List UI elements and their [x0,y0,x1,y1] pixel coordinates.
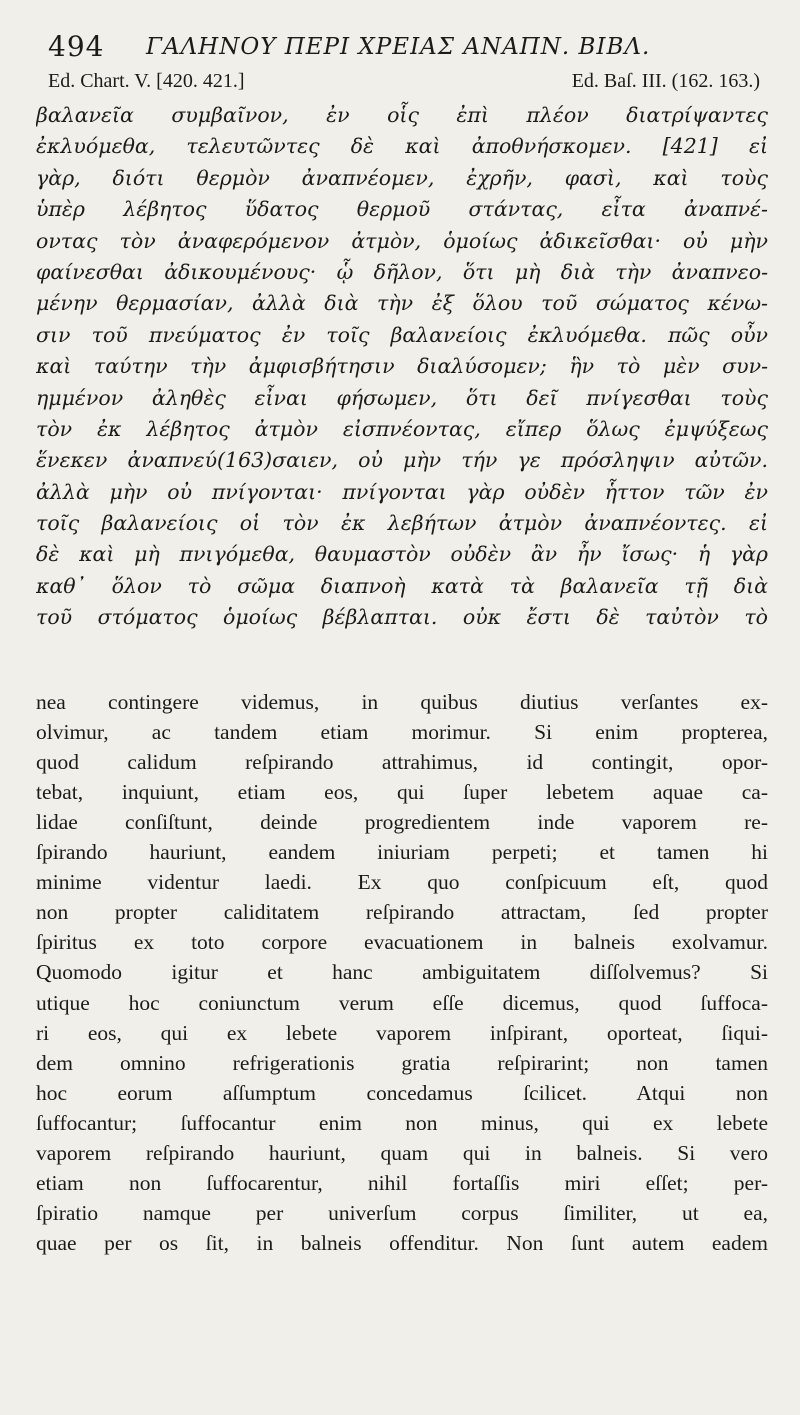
greek-text-line: ἀλλὰ μὴν οὐ πνίγονται· πνίγονται γὰρ οὐδὲν ἧττον τῶν ἐν [36,479,768,504]
edition-references [36,70,768,100]
latin-text-line: nea contingere videmus, in quibus diutius verſantes ex- [36,689,768,714]
latin-text-line: ſpirando hauriunt, eandem iniuriam perpeti; et tamen hi [36,840,768,865]
greek-text-line: οντας τὸν ἀναφερόμενον ἀτμὸν, ὁμοίως ἀδικεῖσθαι· οὐ μὴν [36,228,768,253]
latin-text-line: ri eos, qui ex lebete vaporem inſpirant, oporteat, ſiqui- [36,1020,768,1045]
greek-text-line: καὶ ταύτην τὴν ἀμφισβήτησιν διαλύσομεν; ἣν τὸ μὲν συν- [36,354,768,379]
running-head [36,30,768,70]
greek-text-block [36,100,768,634]
greek-text-line: ημμένον ἀληθὲς εἶναι φήσωμεν, ὅτι δεῖ πνίγεσθαι τοὺς [36,385,768,410]
latin-text-line: ſuffocantur; ſuffocantur enim non minus, qui ex lebete [36,1110,768,1135]
latin-text-line: utique hoc coniunctum verum eſſe dicemus, quod ſuffoca- [36,990,768,1015]
greek-text-line: βαλανεῖα συμβαῖνον, ἐν οἷς ἐπὶ πλέον διατρίψαντες [36,103,768,127]
greek-text-line: σιν τοῦ πνεύματος ἐν τοῖς βαλανείοις ἐκλυόμεθα. πῶς οὖν [36,322,768,347]
latin-text-line: tebat, inquiunt, etiam eos, qui ſuper lebetem aquae ca- [36,779,768,804]
greek-text-line: τοῖς βαλανείοις οἱ τὸν ἐκ λεβήτων ἀτμὸν ἀναπνέοντες. εἰ [36,511,768,536]
section-gap [36,634,768,687]
page-number: 494 [48,30,105,63]
latin-text-line: quod calidum reſpirando attrahimus, id contingit, opor- [36,749,768,774]
edition-basel-ref: Ed. Baſ. III. (162. 163.) [571,70,760,92]
latin-text-line: ſpiritus ex toto corpore evacuationem in balneis exolvamur. [36,930,768,955]
greek-text-line: τοῦ στόματος ὁμοίως βέβλαπται. οὐκ ἔστι δὲ ταὐτὸν τὸ [36,605,768,630]
latin-text-line: minime videntur laedi. Ex quo conſpicuum eſt, quod [36,870,768,895]
latin-text-line: quae per os ſit, in balneis offenditur. Non ſunt autem eadem [36,1231,768,1256]
greek-text-line: μένην θερμασίαν, ἀλλὰ διὰ τὴν ἐξ ὅλου τοῦ σώματος κένω- [36,291,768,316]
running-title: ΓΑΛΗΝΟΥ ΠΕΡΙ ΧΡΕΙΑΣ ΑΝΑΠΝ. ΒΙΒΛ. [146,34,651,60]
greek-text-line: ὑπὲρ λέβητος ὕδατος θερμοῦ στάντας, εἶτα ἀναπνέ- [36,197,768,222]
latin-text-block [36,687,768,1259]
greek-text-line: ἕνεκεν ἀναπνεύ(163)σαιεν, οὐ μὴν τήν γε πρόσληψιν αὐτῶν. [36,448,768,473]
latin-text-line: non propter caliditatem reſpirando attractam, ſed propter [36,900,768,925]
edition-chartier-ref: Ed. Chart. V. [420. 421.] [48,70,245,92]
latin-text-line: etiam non ſuffocarentur, nihil fortaſſis miri eſſet; per- [36,1171,768,1196]
greek-text-line: καθ᾽ ὅλον τὸ σῶμα διαπνοὴ κατὰ τὰ βαλανεῖα τῇ διὰ [36,573,768,598]
latin-text-line: dem omnino refrigerationis gratia reſpirarint; non tamen [36,1050,768,1075]
latin-text-line: vaporem reſpirando hauriunt, quam qui in balneis. Si vero [36,1141,768,1166]
latin-text-line: lidae conſiſtunt, deinde progredientem inde vaporem re- [36,810,768,835]
greek-text-line: δὲ καὶ μὴ πνιγόμεθα, θαυμαστὸν οὐδὲν ἂν ἦν ἴσως· ἡ γὰρ [36,542,768,567]
greek-text-line: φαίνεσθαι ἀδικουμένους· ᾧ δῆλον, ὅτι μὴ διὰ τὴν ἀναπνεο- [36,259,768,284]
greek-text-line: ἐκλυόμεθα, τελευτῶντες δὲ καὶ ἀποθνήσκομεν. [421] εἰ [36,134,768,159]
greek-text-line: γὰρ, διότι θερμὸν ἀναπνέομεν, ἐχρῆν, φασὶ, καὶ τοὺς [36,165,768,190]
latin-text-line: hoc eorum aſſumptum concedamus ſcilicet. Atqui non [36,1080,768,1105]
latin-text-line: olvimur, ac tandem etiam morimur. Si enim propterea, [36,719,768,744]
latin-text-line: Quomodo igitur et hanc ambiguitatem diſſolvemus? Si [36,960,768,985]
greek-text-line: τὸν ἐκ λέβητος ἀτμὸν εἰσπνέοντας, εἴπερ ὅλως ἐμψύξεως [36,416,768,441]
latin-text-line: ſpiratio namque per univerſum corpus ſimiliter, ut ea, [36,1201,768,1226]
